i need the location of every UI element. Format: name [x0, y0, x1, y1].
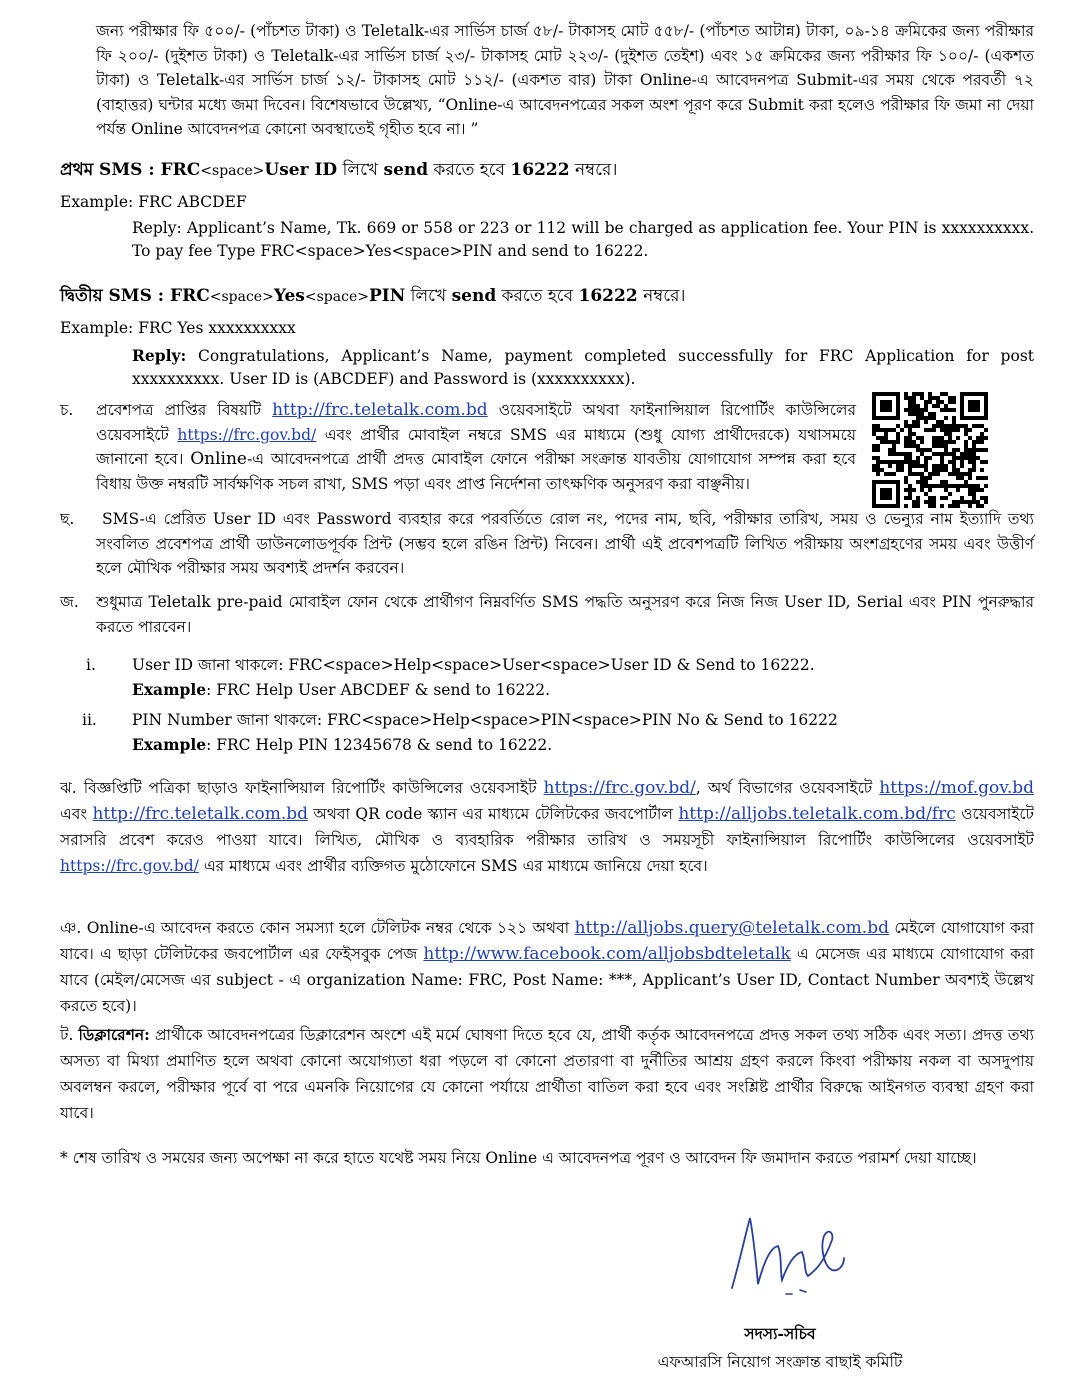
sms2-tail2: নম্বরে।	[637, 286, 686, 306]
ta-marker: ট.	[60, 1026, 74, 1044]
ja-item-1-example-text: : FRC Help User ABCDEF & send to 16222.	[206, 680, 551, 699]
ta-paragraph	[60, 1022, 1034, 1126]
frc-teletalk-link[interactable]: http://frc.teletalk.com.bd	[272, 400, 488, 420]
ja-item-2-num: ii.	[82, 711, 97, 729]
jha-text-6: এর মাধ্যমে এবং প্রার্থীর ব্যক্তিগত মুঠোফোনে SMS এর মাধ্যমে জানিয়ে দেয়া হবে।	[198, 857, 708, 875]
alljobs-query-email-link[interactable]: http://alljobs.query@teletalk.com.bd	[574, 918, 889, 938]
sms2-space-1: <space>	[209, 289, 274, 305]
ja-item-1-line: User ID জানা থাকলে: FRC<space>Help<space>User<space>User ID & Send to 16222.	[132, 656, 815, 674]
jha-frc-gov-link-2[interactable]: https://frc.gov.bd/	[60, 857, 199, 875]
jha-text-5: ওয়েবসাইটে সরাসরি প্রবেশ করেও পাওয়া যাবে। লিখিত, মৌখিক ও ব্যবহারিক পরীক্ষার তারিখ ও সময়সূচী ফাইনান্সিয়াল রিপোর্টিং কাউন্সিলের ওয়েবসাইট	[60, 805, 1034, 849]
cha-paragraph	[96, 398, 856, 496]
frc-gov-link[interactable]: https://frc.gov.bd/	[177, 425, 317, 444]
chha-paragraph: SMS-এ প্রেরিত User ID এবং Password ব্যবহার করে পরবর্তিতে রোল নং, পদের নাম, ছবি, পরীক্ষার তারিখ, সময় ও ভেন্যুর নাম ইত্যাদি তথ্য সংবলিত প্রবেশপত্র প্রার্থী ডাউনলোডপূর্বক প্রিন্ট (সম্ভব হলে রঙিন প্রিন্ট) নিবেন। প্রার্থী এই প্রবেশপত্রটি লিখিত পরীক্ষায় অংশগ্রহণের সময় এবং উত্তীর্ণ হলে মৌখিক পরীক্ষার সময় অবশ্যই প্রদর্শন করবেন।	[96, 510, 1034, 577]
intro-paragraph: জন্য পরীক্ষার ফি ৫০০/- (পাঁচশত টাকা) ও Teletalk-এর সার্ভিস চার্জ ৫৮/- টাকাসহ মোট ৫৫৮/- (পাঁচশত আটান্ন) টাকা, ০৯-১৪ ক্রমিকের জন্য পরীক্ষার ফি ২০০/- (দুইশত টাকা) ও Teletalk-এর সার্ভিস চার্জ ২৩/- টাকাসহ মোট ২২৩/- (দুইশত তেইশ) এবং ১৫ ক্রমিকের জন্য পরীক্ষার ফি ১০০/- (একশত টাকা) ও Teletalk-এর সার্ভিস চার্জ ১২/- টাকাসহ মোট ১১২/- (একশত বার) টাকা Online-এ আবেদনপত্র Submit-এর সময় থেকে পরবর্তী ৭২ (বাহাত্তর) ঘন্টার মধ্যে জমা দিবেন। বিশেষভাবে উল্লেখ্য, “Online-এ আবেদনপত্রের সকল অংশ পূরণ করে Submit করা হলেও পরীক্ষার ফি জমা না দেয়া পর্যন্ত Online আবেদনপত্র কোনো অবস্থাতেই গৃহীত হবে না। ”	[96, 22, 1034, 138]
ja-item-2-example	[132, 733, 1032, 758]
sms1-label: প্রথম SMS : FRC	[60, 160, 201, 180]
jha-frc-teletalk-link[interactable]: http://frc.teletalk.com.bd	[92, 804, 309, 824]
ja-item-1-example-label: Example	[132, 679, 207, 699]
ja-marker: জ.	[60, 593, 79, 611]
sms2-reply-label: Reply:	[132, 346, 187, 365]
sms2-example: Example: FRC Yes xxxxxxxxxx	[60, 319, 296, 337]
jha-text-3: এবং	[60, 805, 93, 823]
sms2-mid: লিখে	[405, 286, 452, 306]
facebook-page-link[interactable]: http://www.facebook.com/alljobsbdteletalk	[423, 944, 791, 964]
sms1-reply: Reply: Applicant’s Name, Tk. 669 or 558 or 223 or 112 will be charged as application fee. Your PIN is xxxxxxxxxx. To pay fee Type FRC<space>Yes<space>PIN and send to 16222.	[132, 219, 1034, 260]
ja-item-1-example	[132, 678, 1032, 703]
nya-text-2: মেইলে যোগাযোগ করা যাবে। এ ছাড়া টেলিটকের জবপোর্টাল এর ফেইসবুক পেজ	[60, 919, 1034, 963]
sms1-number: 16222	[510, 160, 570, 180]
sms1-tail2: নম্বরে।	[569, 160, 618, 180]
signature-mark-icon	[720, 1210, 860, 1300]
cha-text-3: এবং প্রার্থীর মোবাইল নম্বরে SMS এর মাধ্যমে (শুধু যোগ্য প্রার্থীদেরকে) যথাসময়ে জানানো হবে।	[96, 425, 856, 468]
jha-text-4: অথবা QR code স্ক্যান এর মাধ্যমে টেলিটকের জবপোর্টাল	[308, 805, 679, 823]
sms2-reply	[132, 344, 1034, 391]
ja-item-2-line: PIN Number জানা থাকলে: FRC<space>Help<space>PIN<space>PIN No & Send to 16222	[132, 711, 838, 729]
ja-item-2-example-label: Example	[132, 734, 207, 754]
cha-text-4: -এ আবেদনপত্রে প্রার্থী প্রদত্ত মোবাইল ফোনে পরীক্ষা সংক্রান্ত যাবতীয় যোগাযোগ সম্পন্ন করা হবে বিধায় উক্ত নম্বরটি সার্বক্ষণিক সচল রাখা, SMS পড়া এবং প্রাপ্ত নির্দেশনা তাৎক্ষণিক অনুসরণ করা বাঞ্ছনীয়।	[96, 450, 856, 493]
sms2-number: 16222	[578, 286, 638, 306]
sms2-pin: PIN	[368, 286, 406, 306]
ja-paragraph: শুধুমাত্র Teletalk pre-paid মোবাইল ফোন থেকে প্রার্থীগণ নিম্নবর্ণিত SMS পদ্ধতি অনুসরণ করে নিজ নিজ User ID, Serial এবং PIN পুনরুদ্ধার করতে পারবেন।	[96, 593, 1034, 636]
sms2-reply-text: Congratulations, Applicant’s Name, payment completed successfully for FRC Application for post xxxxxxxxxx. User ID is (ABCDEF) and Password is (xxxxxxxxxx).	[132, 347, 1034, 388]
ja-item-1	[132, 653, 1032, 702]
nya-text-3: এ মেসেজ এর মাধ্যমে যোগাযোগ করা যাবে (মেইল/মেসেজ এর subject - এ organization Name: FRC, Post Name: ***, Applicant’s User ID, Contact Number অবশ্যই উল্লেখ করতে হবে)।	[60, 945, 1035, 1015]
sms2-space-2: <space>	[304, 289, 369, 305]
jha-text-2: , অর্থ বিভাগের ওয়েবসাইটে	[695, 779, 880, 797]
mof-gov-link[interactable]: https://mof.gov.bd	[879, 778, 1035, 798]
deadline-note: * শেষ তারিখ ও সময়ের জন্য অপেক্ষা না করে হাতে যথেষ্ট সময় নিয়ে Online এ আবেদনপত্র পূরণ ও আবেদন ফি জমাদান করতে পরামর্শ দেয়া যাচ্ছে।	[60, 1149, 977, 1167]
signature-committee: এফআরসি নিয়োগ সংক্রান্ত বাছাই কমিটি	[657, 1353, 903, 1371]
ja-item-1-num: i.	[86, 656, 96, 674]
ja-item-2	[132, 708, 1032, 757]
cha-text-2: ওয়েবসাইটে অথবা ফাইনান্সিয়াল রিপোর্টিং কাউন্সিলের ওয়েবসাইটে	[96, 401, 856, 444]
alljobs-frc-link[interactable]: http://alljobs.teletalk.com.bd/frc	[678, 804, 956, 824]
ja-item-2-example-text: : FRC Help PIN 12345678 & send to 16222.	[206, 735, 553, 754]
cha-marker: চ.	[60, 401, 74, 419]
sms2-label: দ্বিতীয় SMS : FRC	[60, 286, 210, 306]
sms1-space: <space>	[200, 163, 265, 179]
nya-text-1: Online-এ আবেদন করতে কোন সমস্যা হলে টেলিটক নম্বর থেকে ১২১ অথবা	[81, 919, 575, 937]
qr-code-icon[interactable]	[872, 392, 988, 508]
signature-title: সদস্য-সচিব	[744, 1324, 816, 1343]
sms1-example: Example: FRC ABCDEF	[60, 193, 247, 211]
sms1-send: send	[383, 160, 429, 180]
sms1-heading	[60, 158, 1040, 184]
nya-paragraph	[60, 915, 1034, 1019]
jha-marker: ঝ.	[60, 779, 77, 797]
sms2-tail1: করতে হবে	[496, 286, 579, 306]
sms2-send: send	[451, 286, 497, 306]
chha-marker: ছ.	[60, 510, 75, 528]
sms1-tail1: করতে হবে	[428, 160, 511, 180]
cha-text-1: প্রবেশপত্র প্রাপ্তির বিষয়টি	[96, 401, 273, 419]
jha-frc-gov-link[interactable]: https://frc.gov.bd/	[543, 778, 696, 798]
cha-online: Online	[190, 449, 247, 469]
sms1-userid: User ID	[264, 160, 338, 180]
nya-marker: ঞ.	[60, 919, 82, 937]
ta-text: প্রার্থীকে আবেদনপত্রের ডিক্লারেশন অংশে এই মর্মে ঘোষণা দিতে হবে যে, প্রার্থী কর্তৃক আবেদনপত্রে প্রদত্ত সকল তথ্য সঠিক এবং সত্য। প্রদত্ত তথ্য অসত্য বা মিথ্যা প্রমাণিত হলে অথবা কোনো অযোগ্যতা ধরা পড়লে বা কোনো প্রতারণা বা দুর্নীতির আশ্রয় গ্রহণ করলে কিংবা পরীক্ষায় নকল বা অসদুপায় অবলম্বন করলে, পরীক্ষার পূর্বে বা পরে এমনকি নিয়োগের যে কোনো পর্যায়ে প্রার্থীতা বাতিল করা হবে এবং সংশ্লিষ্ট প্রার্থীর বিরুদ্ধে আইনগত ব্যবস্থা গ্রহণ করা যাবে।	[60, 1026, 1034, 1122]
jha-text-1: বিজ্ঞপ্তিটি পত্রিকা ছাড়াও ফাইনান্সিয়াল রিপোর্টিং কাউন্সিলের ওয়েবসাইট	[76, 779, 544, 797]
ta-label: ডিক্লারেশন:	[78, 1025, 150, 1044]
jha-paragraph	[60, 775, 1034, 879]
sms2-heading	[60, 284, 1040, 310]
sms2-yes: Yes	[273, 286, 305, 306]
sms1-mid: লিখে	[337, 160, 384, 180]
